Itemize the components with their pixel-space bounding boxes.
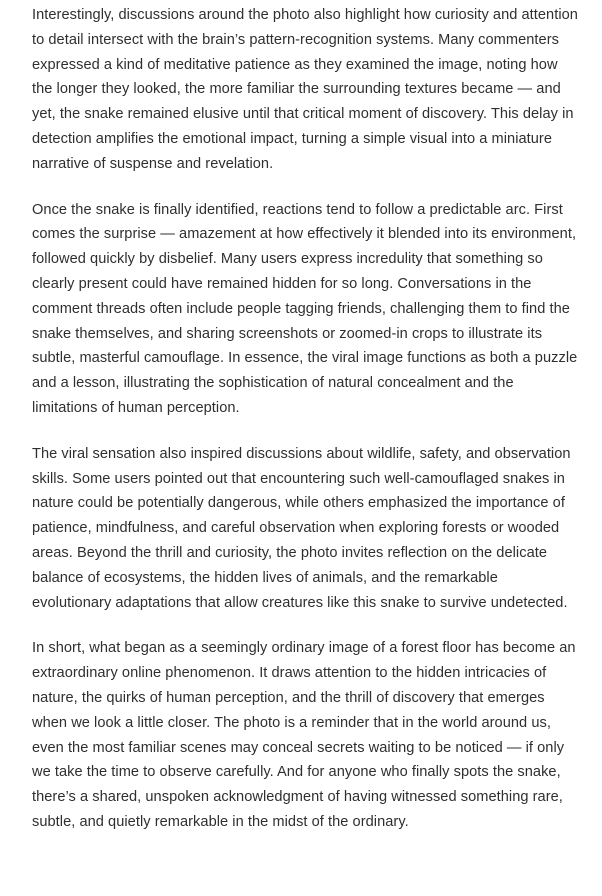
paragraph-conclusion: In short, what began as a seemingly ordinary image of a forest floor has become an extraordinary online phenomenon. It draws attention to the hidden intricacies of nature, the quirks of human perception, and the thrill of discovery that emerges when we look a little closer. The photo is a reminder that in the world around us, even the most familiar scenes may conceal secrets waiting to be noticed — if only we take the time to observe carefully. And for anyone who finally spots the snake, there’s a shared, unspoken acknowledgment of having witnessed something rare, subtle, and quietly remarkable in the midst of the ordinary. <box>32 640 576 830</box>
paragraph-pattern-recognition: Interestingly, discussions around the photo also highlight how curiosity and attention to detail intersect with the brain’s pattern-recognition systems. Many commenters expressed a kind of meditative patience as they examined the image, noting how the longer they looked, the more familiar the surrounding textures became — and yet, the snake remained elusive until that critical moment of discovery. This delay in detection amplifies the emotional impact, turning a simple visual into a miniature narrative of suspense and revelation. <box>32 7 578 172</box>
paragraph-reactions: Once the snake is finally identified, reactions tend to follow a predictable arc. First comes the surprise — amazement at how effectively it blended into its environment, followed quickly by disbelief. Many users express incredulity that something so clearly present could have remained hidden for so long. Conversations in the comment threads often include people tagging friends, challenging them to find the snake themselves, and sharing screenshots or zoomed-in crops to illustrate its subtle, masterful camouflage. In essence, the viral image functions as both a puzzle and a lesson, illustrating the sophistication of natural concealment and the limitations of human perception. <box>32 201 578 416</box>
paragraph-wildlife-safety: The viral sensation also inspired discussions about wildlife, safety, and observation skills. Some users pointed out that encountering such well-camouflaged snakes in nature could be potentially dangerous, while others emphasized the importance of patience, mindfulness, and careful observation when exploring forests or wooded areas. Beyond the thrill and curiosity, the photo invites reflection on the delicate balance of ecosystems, the hidden lives of animals, and the remarkable evolutionary adaptations that allow creatures like this snake to survive undetected. <box>32 445 571 611</box>
